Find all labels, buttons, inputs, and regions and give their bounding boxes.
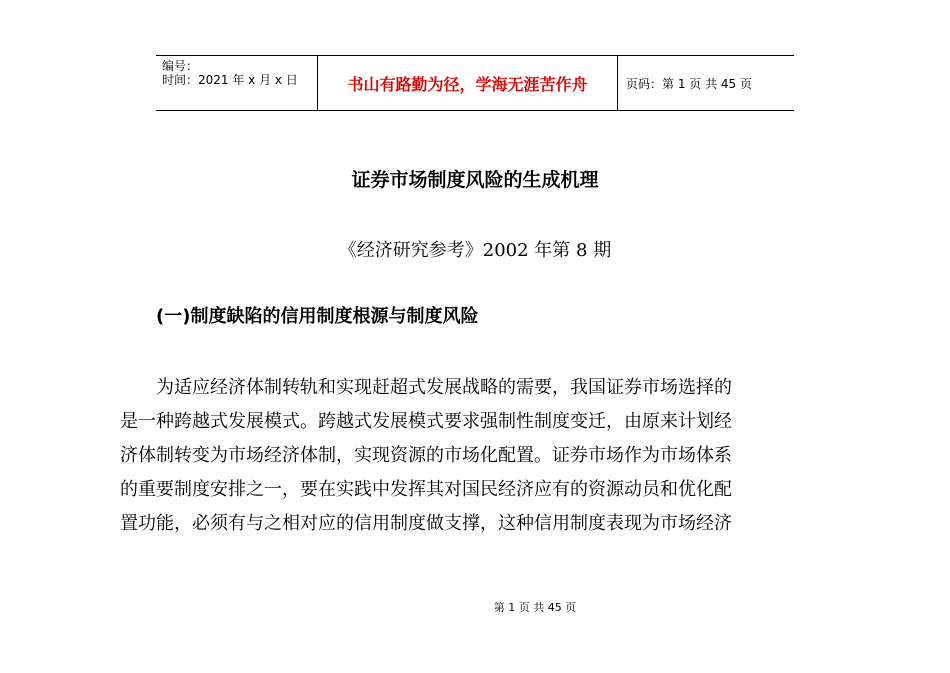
- paragraph-line: 济体制转变为市场经济体制，实现资源的市场化配置。证券市场作为市场体系: [120, 445, 732, 466]
- section-heading: (一)制度缺陷的信用制度根源与制度风险: [156, 306, 479, 327]
- number-label: 编号：: [162, 59, 199, 73]
- header-meta-cell: [156, 56, 318, 110]
- document-title: 证券市场制度风险的生成机理: [351, 169, 599, 191]
- page-info-cell: [618, 56, 794, 110]
- paragraph-line: 为适应经济体制转轨和实现赶超式发展战略的需要，我国证券市场选择的: [156, 377, 732, 398]
- paragraph-line: 置功能，必须有与之相对应的信用制度做支撑，这种信用制度表现为市场经济: [120, 513, 732, 534]
- header-table: [156, 55, 794, 111]
- paragraph-line: 是一种跨越式发展模式。跨越式发展模式要求强制性制度变迁，由原来计划经: [120, 411, 732, 432]
- paragraph-line: 的重要制度安排之一，要在实践中发挥其对国民经济应有的资源动员和优化配: [120, 479, 732, 500]
- time-label: 时间：2021 年 x 月 x 日: [162, 73, 298, 87]
- footer-page-number: 第 1 页 共 45 页: [493, 601, 577, 614]
- document-source: 《经济研究参考》2002 年第 8 期: [338, 240, 612, 261]
- page-info-text: 页码：第 1 页 共 45 页: [626, 76, 752, 91]
- motto-cell: [318, 56, 618, 110]
- motto-text: 书山有路勤为径，学海无涯苦作舟: [347, 74, 588, 94]
